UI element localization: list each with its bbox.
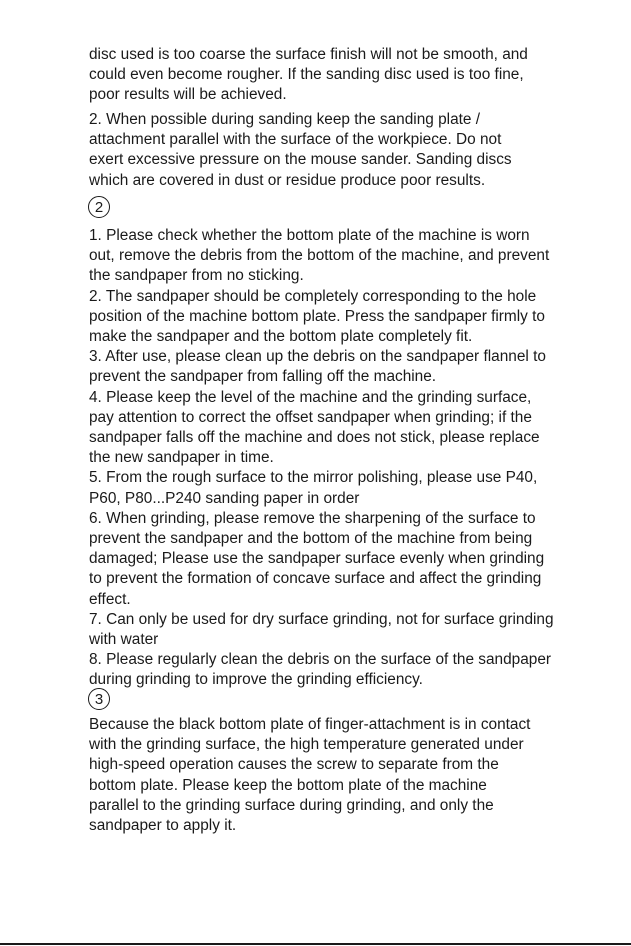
section-2-marker: 2 [88, 196, 110, 218]
section-3-marker: 3 [88, 688, 110, 710]
bottom-divider [0, 943, 631, 945]
section-3-body: Because the black bottom plate of finger-attachment is in contact with the grinding surface, the high temperature generated under high-speed operation causes the screw to separate from the bottom plate. Please keep the bottom plate of the machine parallel to the grinding surface during grinding, and only the sandpaper to apply it. [89, 716, 531, 835]
tip-2-paragraph: 2. When possible during sanding keep the sanding plate / attachment parallel with the surface of the workpiece. Do not exert excessive pressure on the mouse sander. Sanding discs which are covered in dust or residue produce poor results. [89, 111, 512, 189]
intro-paragraph: disc used is too coarse the surface finish will not be smooth, and could even become rougher. If the sanding disc used is too fine, poor results will be achieved. [89, 46, 528, 104]
section-2-body: 1. Please check whether the bottom plate of the machine is worn out, remove the debris from the bottom of the machine, and prevent the sandpaper from no sticking. 2. The sandpaper should be completely corresponding to the hole position of the machine bottom plate. Press the sandpaper firmly to make the sandpaper and the bottom plate completely fit. 3. After use, please clean up the debris on the sandpaper flannel to prevent the sandpaper from falling off the machine. 4. Please keep the level of the machine and the grinding surface, pay attention to correct the offset sandpaper when grinding; if the sandpaper falls off the machine and does not stick, please replace the new sandpaper in time. 5. From the rough surface to the mirror polishing, please use P40, P60, P80...P240 sanding paper in order 6. When grinding, please remove the sharpening of the surface to prevent the sandpaper and the bottom of the machine from being damaged; Please use the sandpaper surface evenly when grinding to prevent the formation of concave surface and affect the grinding effect. 7. Can only be used for dry surface grinding, not for surface grinding with water 8. Please regularly clean the debris on the surface of the sandpaper during grinding to improve the grinding efficiency. [89, 227, 554, 689]
